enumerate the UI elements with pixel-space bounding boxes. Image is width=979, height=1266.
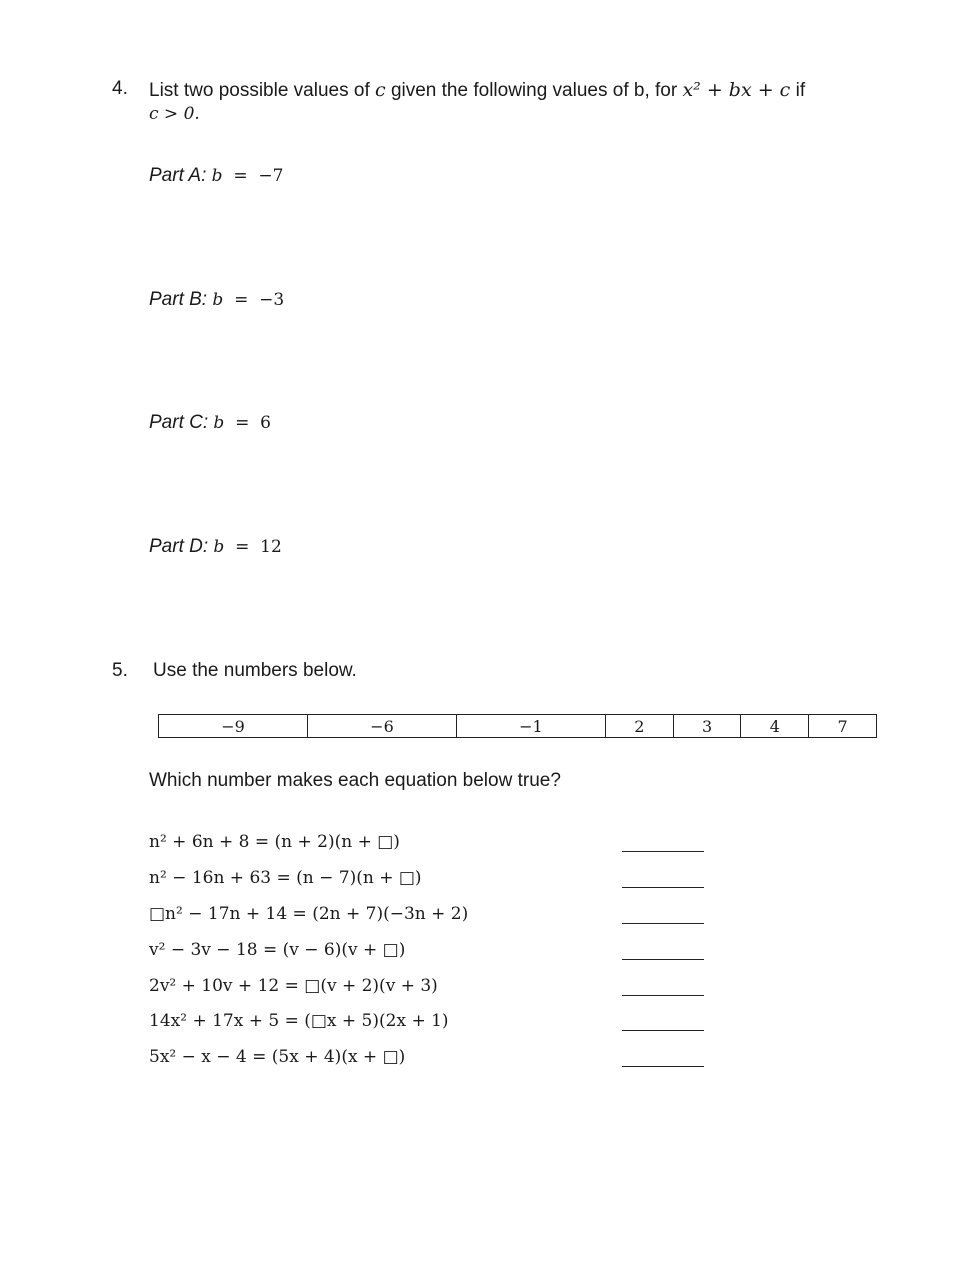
answer-blank-7[interactable] — [622, 1065, 704, 1067]
equation-4: v² − 3v − 18 = (v − 6)(v + □) — [149, 940, 406, 960]
part-a-equals: = — [233, 166, 248, 186]
equation-5: 2v² + 10v + 12 = □(v + 2)(v + 3) — [149, 976, 438, 996]
q4-condition: c > 0. — [149, 104, 200, 124]
answer-blank-3[interactable] — [622, 922, 704, 924]
q4-text-mid: given the following values of b, for — [390, 80, 678, 101]
question-4-text — [149, 78, 889, 103]
equation-6: 14x² + 17x + 5 = (□x + 5)(2x + 1) — [149, 1011, 449, 1031]
part-a-label: Part A: — [149, 165, 207, 186]
number-cell: −6 — [307, 715, 456, 738]
answer-blank-5[interactable] — [622, 994, 704, 996]
number-cell: 3 — [673, 715, 741, 738]
number-cell: 4 — [741, 715, 809, 738]
number-table-row — [159, 715, 877, 738]
equation-2: n² − 16n + 63 = (n − 7)(n + □) — [149, 868, 422, 888]
q4-part-b — [149, 289, 284, 311]
question-5-prompt: Which number makes each equation below true? — [149, 770, 561, 791]
part-b-equals: = — [234, 290, 249, 310]
part-b-label: Part B: — [149, 289, 208, 310]
part-d-var: b — [213, 537, 225, 557]
part-c-value: 6 — [260, 413, 271, 433]
part-a-value: −7 — [258, 166, 284, 186]
q4-part-c — [149, 412, 271, 434]
answer-blank-2[interactable] — [622, 886, 704, 888]
number-cell: 2 — [605, 715, 673, 738]
q4-part-a — [149, 165, 283, 187]
answer-blank-1[interactable] — [622, 850, 704, 852]
part-d-label: Part D: — [149, 536, 209, 557]
part-d-equals: = — [235, 537, 250, 557]
part-b-value: −3 — [259, 290, 285, 310]
part-c-label: Part C: — [149, 412, 209, 433]
q4-var-c: c — [375, 79, 386, 101]
part-c-var: b — [213, 413, 225, 433]
question-5-number: 5. — [112, 660, 128, 681]
number-table — [158, 714, 877, 738]
answer-blank-6[interactable] — [622, 1029, 704, 1031]
number-cell: −1 — [456, 715, 605, 738]
number-cell: 7 — [809, 715, 877, 738]
part-a-var: b — [211, 166, 223, 186]
part-b-var: b — [212, 290, 224, 310]
equation-1: n² + 6n + 8 = (n + 2)(n + □) — [149, 832, 400, 852]
q4-expression: x² + bx + c — [682, 79, 791, 101]
question-5-intro: Use the numbers below. — [153, 660, 357, 681]
q4-text-before: List two possible values of — [149, 80, 370, 101]
q4-part-d — [149, 536, 282, 558]
part-d-value: 12 — [260, 537, 282, 557]
number-cell: −9 — [159, 715, 308, 738]
part-c-equals: = — [235, 413, 250, 433]
answer-blank-4[interactable] — [622, 958, 704, 960]
equation-3: □n² − 17n + 14 = (2n + 7)(−3n + 2) — [149, 904, 469, 924]
equation-7: 5x² − x − 4 = (5x + 4)(x + □) — [149, 1047, 406, 1067]
question-4-number: 4. — [112, 78, 128, 99]
q4-text-if: if — [795, 80, 806, 101]
